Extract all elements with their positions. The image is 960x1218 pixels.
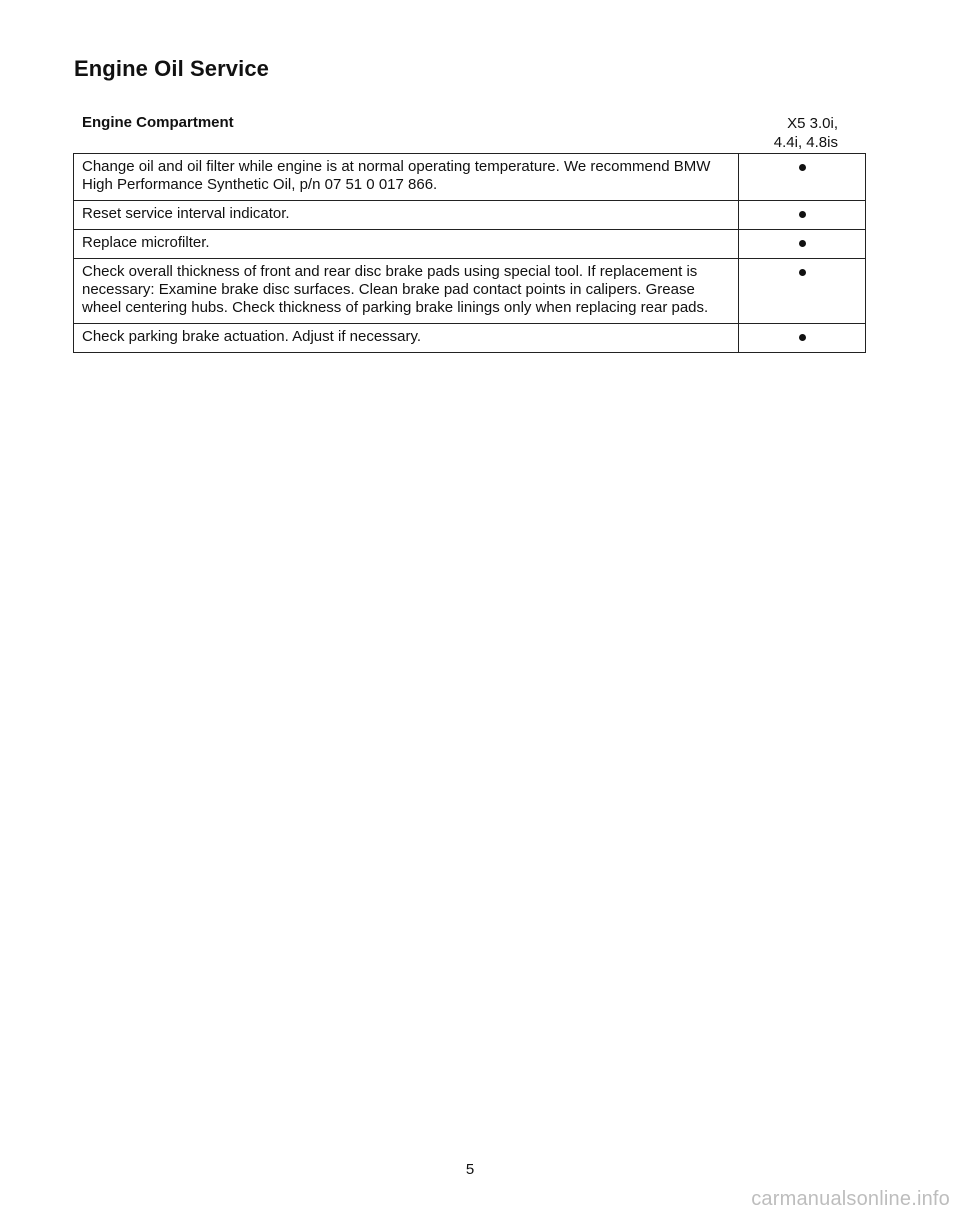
task-cell: Replace microfilter. bbox=[74, 230, 739, 259]
section-heading: Engine Compartment bbox=[82, 114, 234, 131]
bullet-mark-icon bbox=[799, 334, 806, 341]
bullet-mark-icon bbox=[799, 211, 806, 218]
task-cell: Reset service interval indicator. bbox=[74, 201, 739, 230]
applies-cell bbox=[739, 154, 866, 201]
bullet-mark-icon bbox=[799, 240, 806, 247]
model-column-heading-line-2: 4.4i, 4.8is bbox=[773, 134, 838, 151]
bullet-mark-icon bbox=[799, 164, 806, 171]
bullet-mark-icon bbox=[799, 269, 806, 276]
table-row bbox=[74, 230, 866, 259]
watermark: carmanualsonline.info bbox=[751, 1188, 950, 1210]
applies-cell bbox=[739, 259, 866, 324]
table-row bbox=[74, 324, 866, 353]
model-column-heading-line-1: X5 3.0i, bbox=[787, 115, 838, 132]
table-header bbox=[74, 110, 866, 150]
task-cell: Check overall thickness of front and rear disc brake pads using special tool. If replacement is necessary: Examine brake disc surfaces. Clean brake pad contact points in calipers. Grease wheel centering hubs. Check thickness of parking brake linings only when replacing rear pads. bbox=[74, 259, 739, 324]
table-row bbox=[74, 201, 866, 230]
service-table bbox=[73, 153, 866, 353]
applies-cell bbox=[739, 324, 866, 353]
table-row bbox=[74, 154, 866, 201]
model-column-heading bbox=[718, 114, 838, 152]
page-title: Engine Oil Service bbox=[74, 56, 269, 81]
applies-cell bbox=[739, 230, 866, 259]
task-cell: Check parking brake actuation. Adjust if necessary. bbox=[74, 324, 739, 353]
task-cell: Change oil and oil filter while engine is at normal operating temperature. We recommend BMW High Performance Synthetic Oil, p/n 07 51 0 017 866. bbox=[74, 154, 739, 201]
page-number: 5 bbox=[465, 1161, 475, 1178]
table-row bbox=[74, 259, 866, 324]
applies-cell bbox=[739, 201, 866, 230]
